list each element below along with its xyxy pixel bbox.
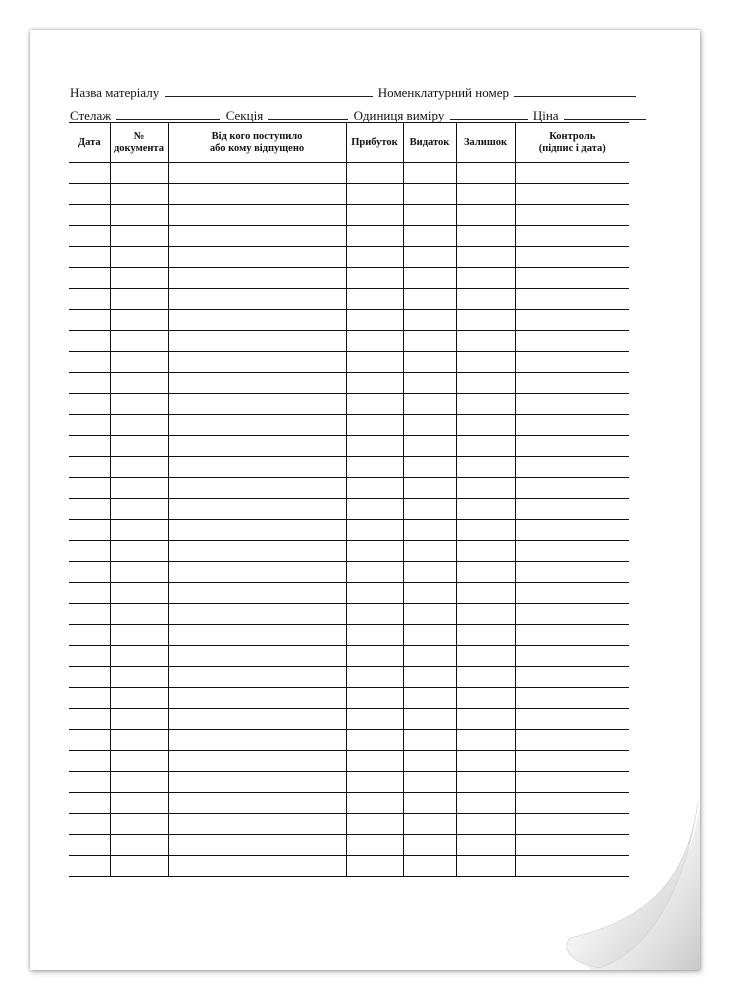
table-row	[69, 520, 629, 541]
cell-date[interactable]	[69, 436, 110, 457]
cell-income[interactable]	[346, 499, 403, 520]
cell-from-to[interactable]	[168, 373, 346, 394]
cell-balance[interactable]	[456, 499, 515, 520]
cell-from-to[interactable]	[168, 667, 346, 688]
cell-from-to[interactable]	[168, 394, 346, 415]
cell-control[interactable]	[515, 310, 629, 331]
cell-balance[interactable]	[456, 751, 515, 772]
cell-document-number[interactable]	[110, 730, 168, 751]
cell-date[interactable]	[69, 583, 110, 604]
cell-balance[interactable]	[456, 268, 515, 289]
cell-control[interactable]	[515, 604, 629, 625]
cell-document-number[interactable]	[110, 625, 168, 646]
table-row	[69, 352, 629, 373]
cell-income[interactable]	[346, 436, 403, 457]
cell-control[interactable]	[515, 730, 629, 751]
cell-expense[interactable]	[403, 310, 456, 331]
cell-balance[interactable]	[456, 520, 515, 541]
cell-control[interactable]	[515, 331, 629, 352]
cell-document-number[interactable]	[110, 268, 168, 289]
cell-document-number[interactable]	[110, 415, 168, 436]
cell-control[interactable]	[515, 289, 629, 310]
cell-income[interactable]	[346, 730, 403, 751]
cell-date[interactable]	[69, 184, 110, 205]
cell-date[interactable]	[69, 814, 110, 835]
cell-control[interactable]	[515, 184, 629, 205]
table-row	[69, 667, 629, 688]
cell-from-to[interactable]	[168, 793, 346, 814]
table-row	[69, 226, 629, 247]
table-row	[69, 415, 629, 436]
cell-from-to[interactable]	[168, 730, 346, 751]
table-row	[69, 856, 629, 877]
cell-expense[interactable]	[403, 814, 456, 835]
cell-document-number[interactable]	[110, 352, 168, 373]
cell-balance[interactable]	[456, 394, 515, 415]
section-field[interactable]	[268, 108, 348, 120]
cell-expense[interactable]	[403, 562, 456, 583]
cell-income[interactable]	[346, 373, 403, 394]
cell-control[interactable]	[515, 415, 629, 436]
cell-expense[interactable]	[403, 583, 456, 604]
cell-from-to[interactable]	[168, 751, 346, 772]
cell-date[interactable]	[69, 373, 110, 394]
cell-balance[interactable]	[456, 415, 515, 436]
table-row	[69, 688, 629, 709]
cell-income[interactable]	[346, 667, 403, 688]
cell-expense[interactable]	[403, 415, 456, 436]
cell-date[interactable]	[69, 646, 110, 667]
cell-expense[interactable]	[403, 331, 456, 352]
cell-document-number[interactable]	[110, 793, 168, 814]
cell-balance[interactable]	[456, 688, 515, 709]
cell-control[interactable]	[515, 583, 629, 604]
cell-from-to[interactable]	[168, 289, 346, 310]
cell-balance[interactable]	[456, 646, 515, 667]
cell-income[interactable]	[346, 205, 403, 226]
cell-expense[interactable]	[403, 247, 456, 268]
cell-date[interactable]	[69, 604, 110, 625]
table-row	[69, 478, 629, 499]
cell-date[interactable]	[69, 562, 110, 583]
cell-balance[interactable]	[456, 625, 515, 646]
cell-from-to[interactable]	[168, 814, 346, 835]
cell-date[interactable]	[69, 268, 110, 289]
cell-document-number[interactable]	[110, 751, 168, 772]
cell-balance[interactable]	[456, 163, 515, 184]
page-curl-icon	[550, 800, 700, 970]
cell-from-to[interactable]	[168, 625, 346, 646]
cell-income[interactable]	[346, 625, 403, 646]
cell-date[interactable]	[69, 457, 110, 478]
cell-expense[interactable]	[403, 625, 456, 646]
cell-control[interactable]	[515, 373, 629, 394]
cell-from-to[interactable]	[168, 352, 346, 373]
cell-balance[interactable]	[456, 667, 515, 688]
table-row	[69, 772, 629, 793]
ledger-table	[69, 122, 629, 877]
cell-income[interactable]	[346, 415, 403, 436]
cell-balance[interactable]	[456, 289, 515, 310]
cell-date[interactable]	[69, 856, 110, 877]
table-row	[69, 499, 629, 520]
cell-balance[interactable]	[456, 583, 515, 604]
table-row	[69, 289, 629, 310]
cell-document-number[interactable]	[110, 646, 168, 667]
cell-balance[interactable]	[456, 226, 515, 247]
cell-date[interactable]	[69, 835, 110, 856]
cell-expense[interactable]	[403, 709, 456, 730]
cell-balance[interactable]	[456, 814, 515, 835]
cell-document-number[interactable]	[110, 520, 168, 541]
cell-from-to[interactable]	[168, 226, 346, 247]
cell-control[interactable]	[515, 268, 629, 289]
cell-document-number[interactable]	[110, 247, 168, 268]
cell-from-to[interactable]	[168, 478, 346, 499]
cell-from-to[interactable]	[168, 247, 346, 268]
cell-date[interactable]	[69, 226, 110, 247]
column-header-balance: Залишок	[456, 123, 515, 163]
cell-date[interactable]	[69, 688, 110, 709]
cell-balance[interactable]	[456, 457, 515, 478]
cell-from-to[interactable]	[168, 688, 346, 709]
price-label: Ціна	[532, 108, 559, 123]
cell-expense[interactable]	[403, 268, 456, 289]
cell-from-to[interactable]	[168, 499, 346, 520]
cell-control[interactable]	[515, 205, 629, 226]
material-name-label: Назва матеріалу	[70, 85, 160, 100]
table-row	[69, 562, 629, 583]
cell-balance[interactable]	[456, 436, 515, 457]
cell-control[interactable]	[515, 520, 629, 541]
table-row	[69, 730, 629, 751]
table-row	[69, 163, 629, 184]
table-row	[69, 625, 629, 646]
cell-balance[interactable]	[456, 352, 515, 373]
cell-control[interactable]	[515, 709, 629, 730]
table-row	[69, 310, 629, 331]
table-row	[69, 583, 629, 604]
cell-document-number[interactable]	[110, 667, 168, 688]
cell-date[interactable]	[69, 520, 110, 541]
cell-balance[interactable]	[456, 772, 515, 793]
cell-control[interactable]	[515, 352, 629, 373]
cell-from-to[interactable]	[168, 268, 346, 289]
cell-income[interactable]	[346, 247, 403, 268]
cell-document-number[interactable]	[110, 709, 168, 730]
cell-document-number[interactable]	[110, 331, 168, 352]
cell-expense[interactable]	[403, 478, 456, 499]
cell-document-number[interactable]	[110, 772, 168, 793]
cell-from-to[interactable]	[168, 541, 346, 562]
cell-expense[interactable]	[403, 835, 456, 856]
section-label: Секція	[225, 108, 264, 123]
cell-income[interactable]	[346, 856, 403, 877]
cell-date[interactable]	[69, 289, 110, 310]
cell-date[interactable]	[69, 667, 110, 688]
cell-document-number[interactable]	[110, 562, 168, 583]
cell-date[interactable]	[69, 793, 110, 814]
cell-date[interactable]	[69, 415, 110, 436]
cell-from-to[interactable]	[168, 562, 346, 583]
cell-date[interactable]	[69, 352, 110, 373]
cell-date[interactable]	[69, 478, 110, 499]
cell-date[interactable]	[69, 751, 110, 772]
cell-income[interactable]	[346, 688, 403, 709]
cell-date[interactable]	[69, 541, 110, 562]
cell-document-number[interactable]	[110, 373, 168, 394]
cell-document-number[interactable]	[110, 226, 168, 247]
cell-document-number[interactable]	[110, 478, 168, 499]
table-row	[69, 268, 629, 289]
cell-income[interactable]	[346, 835, 403, 856]
cell-balance[interactable]	[456, 331, 515, 352]
cell-income[interactable]	[346, 709, 403, 730]
cell-document-number[interactable]	[110, 394, 168, 415]
cell-document-number[interactable]	[110, 457, 168, 478]
cell-balance[interactable]	[456, 856, 515, 877]
cell-control[interactable]	[515, 667, 629, 688]
cell-income[interactable]	[346, 478, 403, 499]
nomenclature-label: Номенклатурний номер	[377, 85, 509, 100]
cell-balance[interactable]	[456, 541, 515, 562]
cell-control[interactable]	[515, 226, 629, 247]
table-row	[69, 814, 629, 835]
cell-balance[interactable]	[456, 835, 515, 856]
cell-balance[interactable]	[456, 730, 515, 751]
cell-control[interactable]	[515, 772, 629, 793]
cell-income[interactable]	[346, 583, 403, 604]
cell-expense[interactable]	[403, 457, 456, 478]
cell-from-to[interactable]	[168, 310, 346, 331]
cell-income[interactable]	[346, 751, 403, 772]
cell-income[interactable]	[346, 163, 403, 184]
cell-from-to[interactable]	[168, 856, 346, 877]
cell-income[interactable]	[346, 394, 403, 415]
column-header-expense: Видаток	[403, 123, 456, 163]
cell-balance[interactable]	[456, 709, 515, 730]
cell-document-number[interactable]	[110, 688, 168, 709]
cell-control[interactable]	[515, 457, 629, 478]
cell-date[interactable]	[69, 772, 110, 793]
cell-from-to[interactable]	[168, 583, 346, 604]
cell-control[interactable]	[515, 163, 629, 184]
cell-date[interactable]	[69, 709, 110, 730]
cell-date[interactable]	[69, 331, 110, 352]
cell-from-to[interactable]	[168, 205, 346, 226]
cell-expense[interactable]	[403, 646, 456, 667]
cell-expense[interactable]	[403, 373, 456, 394]
cell-balance[interactable]	[456, 562, 515, 583]
cell-document-number[interactable]	[110, 604, 168, 625]
cell-from-to[interactable]	[168, 184, 346, 205]
table-row	[69, 646, 629, 667]
cell-document-number[interactable]	[110, 289, 168, 310]
material-name-field[interactable]	[165, 85, 373, 97]
cell-from-to[interactable]	[168, 331, 346, 352]
cell-expense[interactable]	[403, 856, 456, 877]
cell-expense[interactable]	[403, 730, 456, 751]
price-field[interactable]	[564, 108, 646, 120]
cell-income[interactable]	[346, 268, 403, 289]
table-row	[69, 835, 629, 856]
table-row	[69, 604, 629, 625]
cell-control[interactable]	[515, 688, 629, 709]
table-row	[69, 709, 629, 730]
cell-balance[interactable]	[456, 247, 515, 268]
cell-from-to[interactable]	[168, 436, 346, 457]
cell-expense[interactable]	[403, 772, 456, 793]
cell-expense[interactable]	[403, 226, 456, 247]
table-row	[69, 205, 629, 226]
cell-expense[interactable]	[403, 793, 456, 814]
cell-control[interactable]	[515, 436, 629, 457]
cell-document-number[interactable]	[110, 856, 168, 877]
table-row	[69, 184, 629, 205]
cell-control[interactable]	[515, 751, 629, 772]
cell-from-to[interactable]	[168, 520, 346, 541]
cell-expense[interactable]	[403, 667, 456, 688]
cell-document-number[interactable]	[110, 310, 168, 331]
table-row	[69, 373, 629, 394]
table-row	[69, 541, 629, 562]
cell-expense[interactable]	[403, 289, 456, 310]
unit-label: Одиниця виміру	[353, 108, 445, 123]
cell-income[interactable]	[346, 352, 403, 373]
cell-document-number[interactable]	[110, 583, 168, 604]
cell-control[interactable]	[515, 625, 629, 646]
cell-balance[interactable]	[456, 373, 515, 394]
ledger-body	[69, 163, 629, 877]
storage-info-row	[70, 108, 648, 123]
cell-control[interactable]	[515, 478, 629, 499]
cell-income[interactable]	[346, 184, 403, 205]
cell-expense[interactable]	[403, 352, 456, 373]
table-row	[69, 331, 629, 352]
column-header-from-to: Від кого поступило або кому відпущено	[168, 123, 346, 163]
cell-date[interactable]	[69, 163, 110, 184]
cell-expense[interactable]	[403, 394, 456, 415]
cell-document-number[interactable]	[110, 835, 168, 856]
column-header-document-number: № документа	[110, 123, 168, 163]
cell-expense[interactable]	[403, 163, 456, 184]
cell-balance[interactable]	[456, 184, 515, 205]
cell-income[interactable]	[346, 562, 403, 583]
cell-income[interactable]	[346, 310, 403, 331]
nomenclature-field[interactable]	[514, 85, 636, 97]
cell-income[interactable]	[346, 541, 403, 562]
cell-date[interactable]	[69, 205, 110, 226]
cell-document-number[interactable]	[110, 184, 168, 205]
cell-date[interactable]	[69, 625, 110, 646]
cell-income[interactable]	[346, 520, 403, 541]
column-header-date: Дата	[69, 123, 110, 163]
cell-income[interactable]	[346, 289, 403, 310]
cell-document-number[interactable]	[110, 205, 168, 226]
cell-from-to[interactable]	[168, 646, 346, 667]
cell-expense[interactable]	[403, 541, 456, 562]
cell-expense[interactable]	[403, 520, 456, 541]
rack-field[interactable]	[116, 108, 220, 120]
cell-income[interactable]	[346, 331, 403, 352]
cell-from-to[interactable]	[168, 709, 346, 730]
rack-label: Стелаж	[70, 108, 112, 123]
cell-from-to[interactable]	[168, 772, 346, 793]
cell-expense[interactable]	[403, 751, 456, 772]
material-info-row	[70, 85, 638, 100]
cell-control[interactable]	[515, 394, 629, 415]
cell-from-to[interactable]	[168, 457, 346, 478]
cell-from-to[interactable]	[168, 604, 346, 625]
cell-document-number[interactable]	[110, 436, 168, 457]
cell-document-number[interactable]	[110, 163, 168, 184]
cell-date[interactable]	[69, 730, 110, 751]
unit-field[interactable]	[450, 108, 528, 120]
cell-control[interactable]	[515, 562, 629, 583]
cell-date[interactable]	[69, 394, 110, 415]
cell-income[interactable]	[346, 226, 403, 247]
cell-income[interactable]	[346, 772, 403, 793]
cell-income[interactable]	[346, 457, 403, 478]
cell-balance[interactable]	[456, 604, 515, 625]
cell-income[interactable]	[346, 604, 403, 625]
column-header-income: Прибуток	[346, 123, 403, 163]
cell-income[interactable]	[346, 646, 403, 667]
table-row	[69, 436, 629, 457]
table-row	[69, 457, 629, 478]
cell-expense[interactable]	[403, 436, 456, 457]
cell-date[interactable]	[69, 247, 110, 268]
cell-document-number[interactable]	[110, 541, 168, 562]
cell-income[interactable]	[346, 793, 403, 814]
cell-control[interactable]	[515, 499, 629, 520]
cell-balance[interactable]	[456, 310, 515, 331]
table-row	[69, 793, 629, 814]
cell-date[interactable]	[69, 499, 110, 520]
cell-income[interactable]	[346, 814, 403, 835]
cell-date[interactable]	[69, 310, 110, 331]
cell-control[interactable]	[515, 247, 629, 268]
column-header-control: Контроль (підпис і дата)	[515, 123, 629, 163]
table-row	[69, 751, 629, 772]
cell-from-to[interactable]	[168, 835, 346, 856]
cell-from-to[interactable]	[168, 415, 346, 436]
cell-document-number[interactable]	[110, 499, 168, 520]
cell-balance[interactable]	[456, 205, 515, 226]
cell-document-number[interactable]	[110, 814, 168, 835]
table-row	[69, 247, 629, 268]
cell-balance[interactable]	[456, 793, 515, 814]
cell-expense[interactable]	[403, 688, 456, 709]
table-header-row	[69, 123, 629, 163]
cell-expense[interactable]	[403, 499, 456, 520]
cell-expense[interactable]	[403, 604, 456, 625]
cell-expense[interactable]	[403, 184, 456, 205]
cell-from-to[interactable]	[168, 163, 346, 184]
cell-balance[interactable]	[456, 478, 515, 499]
cell-expense[interactable]	[403, 205, 456, 226]
cell-control[interactable]	[515, 541, 629, 562]
cell-control[interactable]	[515, 646, 629, 667]
table-row	[69, 394, 629, 415]
